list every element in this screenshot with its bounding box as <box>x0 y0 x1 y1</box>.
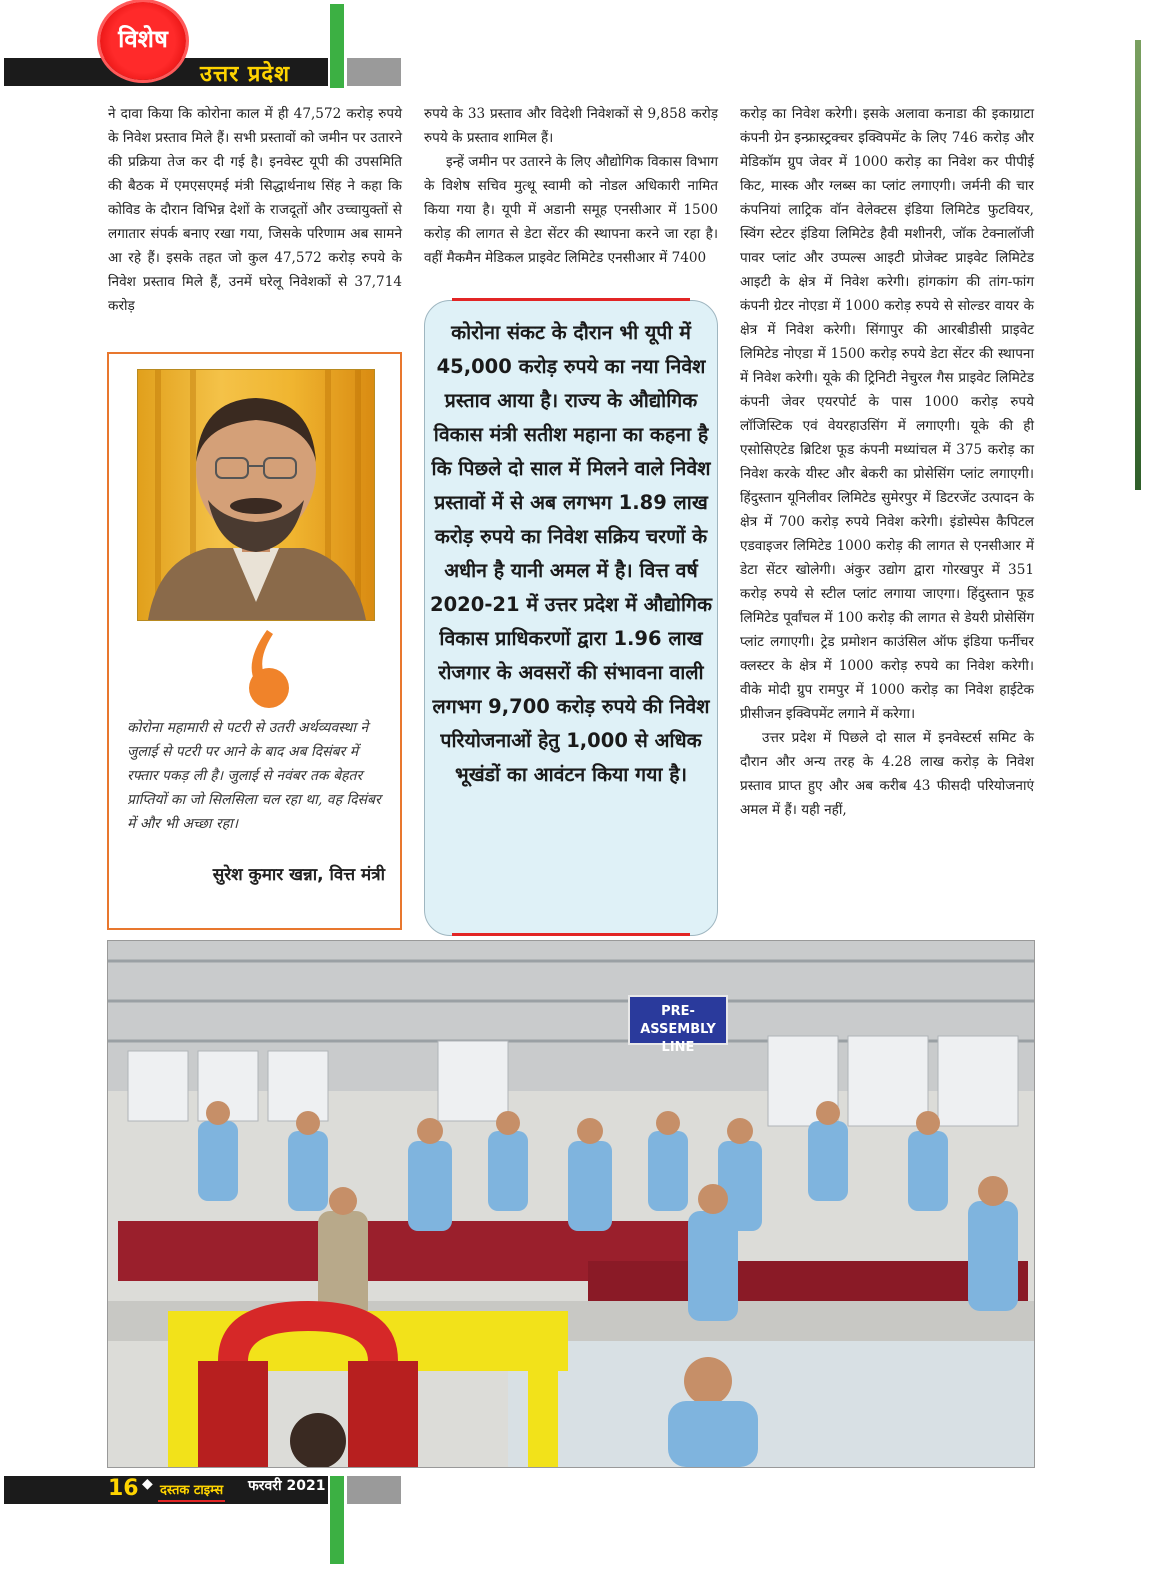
highlight-bottom-rule <box>452 933 690 936</box>
article-column-1 <box>108 102 402 318</box>
paragraph: इन्हें जमीन पर उतारने के लिए औद्योगिक विकास विभाग के विशेष सचिव मुत्थू स्वामी को नोडल अधिकारी नामित किया गया है। यूपी में अडानी समूह एनसीआर में 1500 करोड़ की लागत से डेटा सेंटर की स्थापना करने जा रहा है। वहीं मैकमैन मेडिकल प्राइवेट लिमिटेड एनसीआर में 7400 <box>424 154 718 266</box>
page-number: 16 <box>108 1476 139 1501</box>
badge-label: विशेष <box>118 25 168 53</box>
header-green-stripe <box>330 4 344 88</box>
quote-mark-icon <box>237 626 297 716</box>
highlight-text: कोरोना संकट के दौरान भी यूपी में 45,000 करोड़ रुपये का नया निवेश प्रस्ताव आया है। राज्य के औद्योगिक विकास मंत्री सतीश महाना का कहना है कि पिछले दो साल में मिलने वाले निवेश प्रस्तावों में से अब लगभग 1.89 लाख करोड़ रुपये का निवेश सक्रिय चरणों के अधीन है यानी अमल में है। वित्त वर्ष 2020-21 में उत्तर प्रदेश में औद्योगिक विकास प्राधिकरणों द्वारा 1.96 लाख रोजगार के अवसरों की संभावना वाली लगभग 9,700 करोड़ रुपये की निवेश परियोजनाओं हेतु 1,000 से अधिक भूखंडों का आवंटन किया गया है। <box>430 321 712 786</box>
minister-portrait <box>137 369 375 621</box>
magazine-name: दस्तक टाइम्स <box>158 1480 225 1502</box>
header-grey-block <box>347 58 401 86</box>
section-title: उत्तर प्रदेश <box>200 62 291 87</box>
issue-date: फरवरी 2021 <box>248 1478 326 1494</box>
paragraph: करोड़ का निवेश करेगी। इसके अलावा कनाडा की इकाग्राटा कंपनी ग्रेन इन्फ्रास्ट्रक्चर इक्विपमेंट के लिए 746 करोड़ और मेडिकॉम ग्रुप जेवर में 1000 करोड़ का निवेश कर पीपीई किट, मास्क और ग्लब्स का प्लांट लगाएगी। जर्मनी की चार कंपनियां लाट्रिक वॉन वेलेक्टस इंडिया लिमिटेड फुटवियर, स्विंग स्टेटर इंडिया लिमिटेड हैवी मशीनरी, जॉक टेक्नालॉजी पावर प्लांट और उप्पल्स आइटी प्रोजेक्ट प्राइवेट लिमिटेड आइटी के क्षेत्र में निवेश करेगी। हांगकांग की तांग-फांग कंपनी ग्रेटर नोएडा में 1000 करोड़ रुपये से सोल्डर वायर के क्षेत्र में निवेश करेगी। सिंगापुर की आरबीडीसी प्राइवेट लिमिटेड नोएडा में 1500 करोड़ रुपये डेटा सेंटर की स्थापना में निवेश करेगी। यूके की ट्रिनिटी नेचुरल गैस प्राइवेट लिमिटेड कंपनी जेवर एयरपोर्ट के पास 1000 करोड़ रुपये लॉजिस्टिक एवं वेयरहाउसिंग में लगाएगी। यूके की ही एसोसिएटेड ब्रिटिश फूड कंपनी मध्यांचल में 375 करोड़ का निवेश करके यीस्ट और बेकरी का प्रोसेसिंग प्लांट लगाएगी। हिंदुस्तान यूनिलीवर लिमिटेड सुमेरपुर में डिटरजेंट उत्पादन के क्षेत्र में 700 करोड़ रुपये निवेश करेगी। इंडोस्पेस कैपिटल एडवाइजर लिमिटेड 1000 करोड़ की लागत से एनसीआर में डेटा सेंटर खोलेगी। अंकुर उद्योग द्वारा गोरखपुर में 351 करोड़ रुपये से स्टील प्लांट लगाया जाएगा। हिंदुस्तान फूड लिमिटेड पूर्वांचल में 100 करोड़ की लागत से डेयरी प्रोसेसिंग प्लांट लगाएगी। ट्रेड प्रमोशन काउंसिल ऑफ इंडिया फर्नीचर क्लस्टर के क्षेत्र में 1000 करोड़ रुपये का निवेश करेगी। वीके मोदी ग्रुप रामपुर में 1000 करोड़ का निवेश हाईटेक प्रीसीजन इक्विपमेंट लगाने में करेगा। <box>740 106 1034 722</box>
quote-text: कोरोना महामारी से पटरी से उतरी अर्थव्यवस्था ने जुलाई से पटरी पर आने के बाद अब दिसंबर में रफ्तार पकड़ ली है। जुलाई से नवंबर तक बेहतर प्राप्तियों का जो सिलसिला चल रहा था, वह दिसंबर में और भी अच्छा रहा। <box>127 720 381 832</box>
quote-author: सुरेश कुमार खन्ना, वित्त मंत्री <box>212 865 385 885</box>
highlight-top-rule <box>452 298 690 301</box>
footer-grey-block <box>347 1476 401 1504</box>
special-badge <box>100 2 186 80</box>
footer-green-stripe <box>330 1476 344 1564</box>
footer-separator: ◆ <box>142 1476 153 1492</box>
page-edge-photo <box>1135 40 1141 490</box>
article-column-2 <box>424 102 718 270</box>
paragraph: रुपये के 33 प्रस्ताव और विदेशी निवेशकों से 9,858 करोड़ रुपये के प्रस्ताव शामिल हैं। <box>424 106 718 146</box>
paragraph: उत्तर प्रदेश में पिछले दो साल में इनवेस्टर्स समिट के दौरान और अन्य तरह के 4.28 लाख करोड़ के निवेश प्रस्ताव प्राप्त हुए और अब करीब 43 फीसदी परियोजनाएं अमल में हैं। यही नहीं, <box>740 730 1034 818</box>
paragraph: ने दावा किया कि कोरोना काल में ही 47,572 करोड़ रुपये के निवेश प्रस्ताव मिले हैं। सभी प्रस्तावों को जमीन पर उतारने की प्रक्रिया तेज कर दी गई है। इनवेस्ट यूपी की उपसमिति की बैठक में एमएसएमई मंत्री सिद्धार्थनाथ सिंह ने कहा कि कोविड के दौरान विभिन्न देशों के राजदूतों और उच्चायुक्तों से लगातार संपर्क बनाए रखा गया, जिसके परिणाम अब सामने आ रहे हैं। इसके तहत जो कुल 47,572 करोड़ रुपये के निवेश प्रस्ताव मिले हैं, उनमें घरेलू निवेशकों से 37,714 करोड़ <box>108 106 402 314</box>
article-column-3 <box>740 102 1034 822</box>
quote-box <box>107 352 402 930</box>
factory-photo <box>107 940 1035 1468</box>
pre-assembly-sign: PRE-ASSEMBLY LINE <box>628 995 728 1045</box>
